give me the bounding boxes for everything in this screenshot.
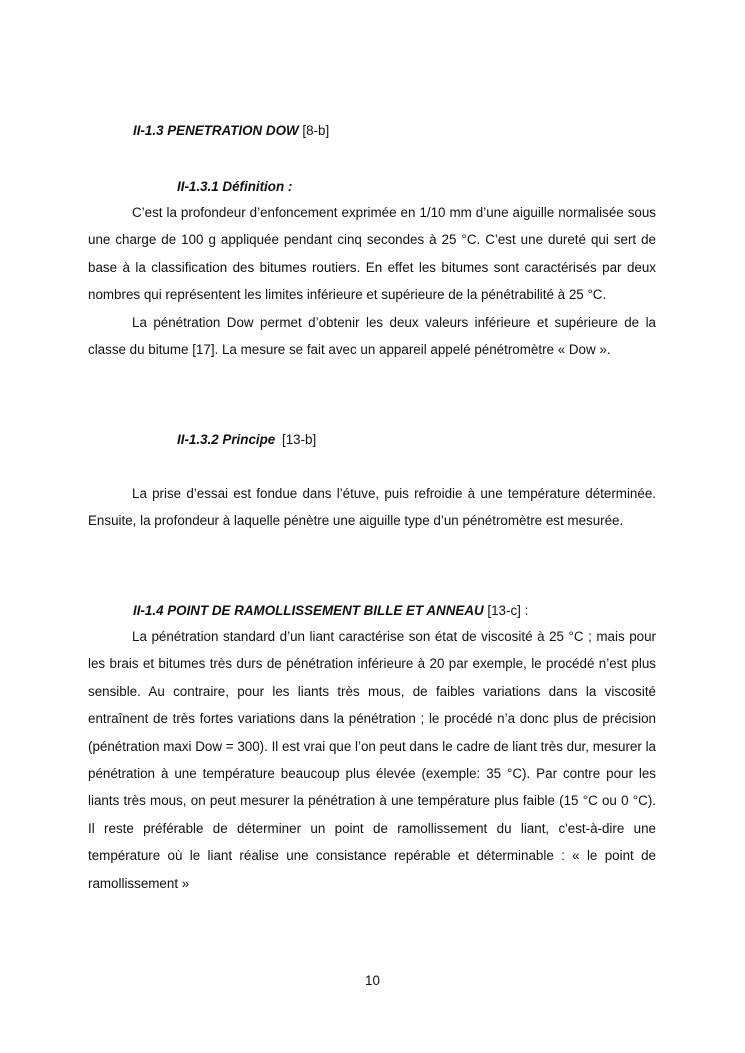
heading-reference: [13-b] [281,432,317,447]
heading-principe [177,432,316,447]
heading-reference: [8-b] [302,123,330,138]
heading-reference: [13-c] : [487,603,529,618]
ramollissement-paragraph: La pénétration standard d’un liant caractérise son état de viscosité à 25 °C ; mais pour les brais et bitumes très durs de pénétration inférieure à 20 par exemple, le procédé n’est plus sensible. Au contraire, pour les liants très mous, de faibles variations dans la viscosité entraînent de très fortes variations dans la pénétration ; le procédé n’a donc plus de précision (pénétration maxi Dow = 300). Il est vrai que l’on peut dans le cadre de liant très dur, mesurer la pénétration à une température beaucoup plus élevée (exemple: 35 °C). Par contre pour les liants très mous, on peut mesurer la pénétration à une température plus faible (15 °C ou 0 °C). Il reste préférable de déterminer un point de ramollissement du liant, c'est-à-dire une température où le liant réalise une consistance repérable et déterminable : « le point de ramollissement » [88,629,656,891]
ramollissement-text [88,623,656,897]
principe-paragraph: La prise d’essai est fondue dans l’étuve, puis refroidie à une température déterminée. Ensuite, la profondeur à laquelle pénètre une aiguille type d’un pénétromètre est mesurée. [88,486,656,529]
page-number: 10 [365,973,380,988]
heading-title: II-1.4 POINT DE RAMOLLISSEMENT BILLE ET ANNEAU [133,603,484,618]
heading-ramollissement [133,603,528,618]
heading-penetration-dow [133,123,329,138]
definition-text [88,199,656,363]
definition-paragraph-1: C’est la profondeur d’enfoncement exprimée en 1/10 mm d’une aiguille normalisée sous une charge de 100 g appliquée pendant cinq secondes à 25 °C. C’est une dureté qui sert de base à la classification des bitumes routiers. En effet les bitumes sont caractérisés par deux nombres qui représentent les limites inférieure et supérieure de la pénétrabilité à 25 °C. [88,205,656,303]
principe-text [88,480,656,535]
heading-definition: II-1.3.1 Définition : [177,179,293,194]
definition-paragraph-2: La pénétration Dow permet d’obtenir les deux valeurs inférieure et supérieure de la classe du bitume [17]. La mesure se fait avec un appareil appelé pénétromètre « Dow ». [88,314,656,358]
heading-title: II-1.3 PENETRATION DOW [133,123,299,138]
heading-title: II-1.3.2 Principe [177,432,276,447]
